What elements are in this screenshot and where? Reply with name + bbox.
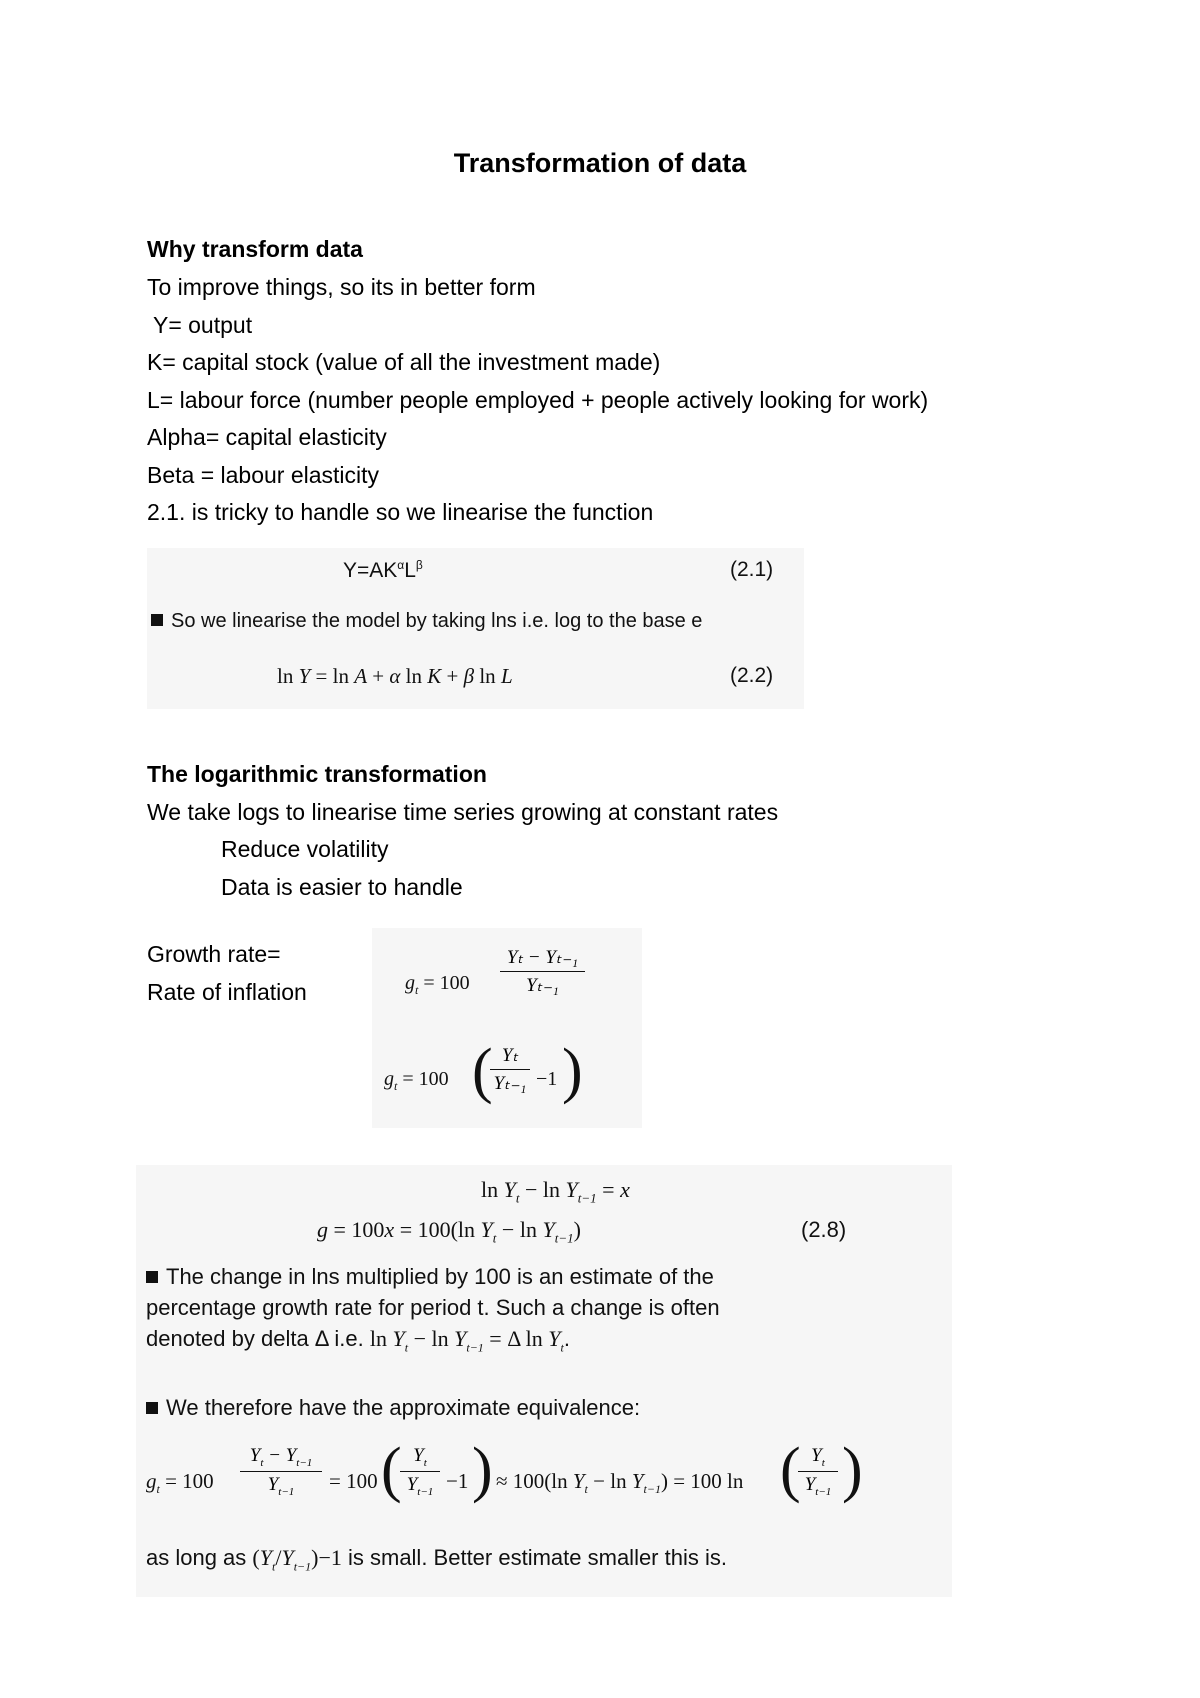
bullet-square-icon [146, 1271, 158, 1283]
text-line: We take logs to linearise time series growing at constant rates [147, 799, 779, 825]
equivalence-frac-2: $Y_t$ $Y_{t-1}$ [400, 1445, 440, 1498]
equivalence-frac-1: $Y_t - Y_{t-1}$ $Y_{t-1}$ [240, 1445, 322, 1498]
indented-point: Reduce volatility [221, 836, 389, 862]
inflation-label: Rate of inflation [147, 979, 307, 1005]
growth-eq2-lhs: $g_t = 100$ [384, 1068, 449, 1093]
bullet-linearise: So we linearise the model by taking lns i.e. log to the base e [151, 610, 702, 633]
growth-rate-label: Growth rate= [147, 941, 281, 967]
text-line: Alpha= capital elasticity [147, 424, 387, 450]
text-line: 2.1. is tricky to handle so we linearise the function [147, 499, 654, 525]
bullet-square-icon [146, 1402, 158, 1414]
equation-image-log-approx [136, 1165, 952, 1597]
equivalence-eq-1: = 100 [329, 1469, 378, 1493]
text-line: Y= output [147, 312, 253, 338]
equation-2-8: g = 100x = 100(ln $Y_t - \ln Y_{t-1}$) [317, 1217, 581, 1246]
text-line: L= labour force (number people employed + people actively looking for work) [147, 387, 929, 413]
bullet-square-icon [151, 614, 163, 626]
paren-open: ( [780, 1436, 801, 1504]
equation-2-2: ln Y = ln A + α ln K + β ln L [277, 664, 513, 688]
indented-point: Data is easier to handle [221, 874, 463, 900]
paren-close: ) [472, 1436, 493, 1504]
growth-eq-lhs: $g_t = 100$ [405, 972, 470, 997]
growth-fraction: Yₜ − Yₜ₋₁ Yₜ₋₁ [500, 946, 585, 997]
equation-image-growth [372, 928, 642, 1128]
equation-number: (2.1) [730, 558, 774, 581]
minus-one: −1 [536, 1068, 558, 1090]
equation-number: (2.8) [801, 1217, 847, 1242]
section-heading-why: Why transform data [147, 236, 363, 262]
equation-2-1: $Y=AK^\alpha L^\beta$ [343, 558, 423, 582]
paren-open: ( [381, 1436, 402, 1504]
text-line: To improve things, so its in better form [147, 274, 536, 300]
text-line: K= capital stock (value of all the investment made) [147, 349, 661, 375]
bullet-change-in-lns: The change in lns multiplied by 100 is an estimate of the percentage growth rate for period t. Such a change is often denoted by delta Δ i.e. $\ln Y_t - \ln Y_{t-1} = \Delta$ $\ln Y_t$. [146, 1264, 720, 1355]
equation-number: (2.2) [730, 664, 774, 687]
equivalence-lhs: $g_t = 100$ [146, 1469, 214, 1497]
equivalence-footer: as long as $(Y_t/Y_{t-1})-1$ is small. Better estimate smaller this is. [146, 1545, 727, 1574]
page-title: Transformation of data [453, 148, 747, 178]
bullet-equivalence: We therefore have the approximate equivalence: [146, 1395, 640, 1421]
log-diff-eq: $\ln Y_t - \ln Y_{t-1} = x$ [481, 1177, 630, 1206]
equivalence-minus-one: −1 [446, 1469, 469, 1493]
equation-image-cobb-douglas [147, 548, 804, 709]
paren-open: ( [472, 1037, 493, 1105]
equivalence-frac-3: $Y_t$ $Y_{t-1}$ [798, 1445, 838, 1498]
section-heading-log: The logarithmic transformation [147, 761, 487, 787]
equivalence-approx: ≈ 100(ln $Y_t - \ln Y_{t-1}) = 100$ ln [496, 1469, 744, 1497]
growth-eq2-fraction: Yₜ Yₜ₋₁ [490, 1044, 530, 1095]
paren-close: ) [842, 1436, 863, 1504]
text-line: Beta = labour elasticity [147, 462, 380, 488]
paren-close: ) [562, 1037, 583, 1105]
